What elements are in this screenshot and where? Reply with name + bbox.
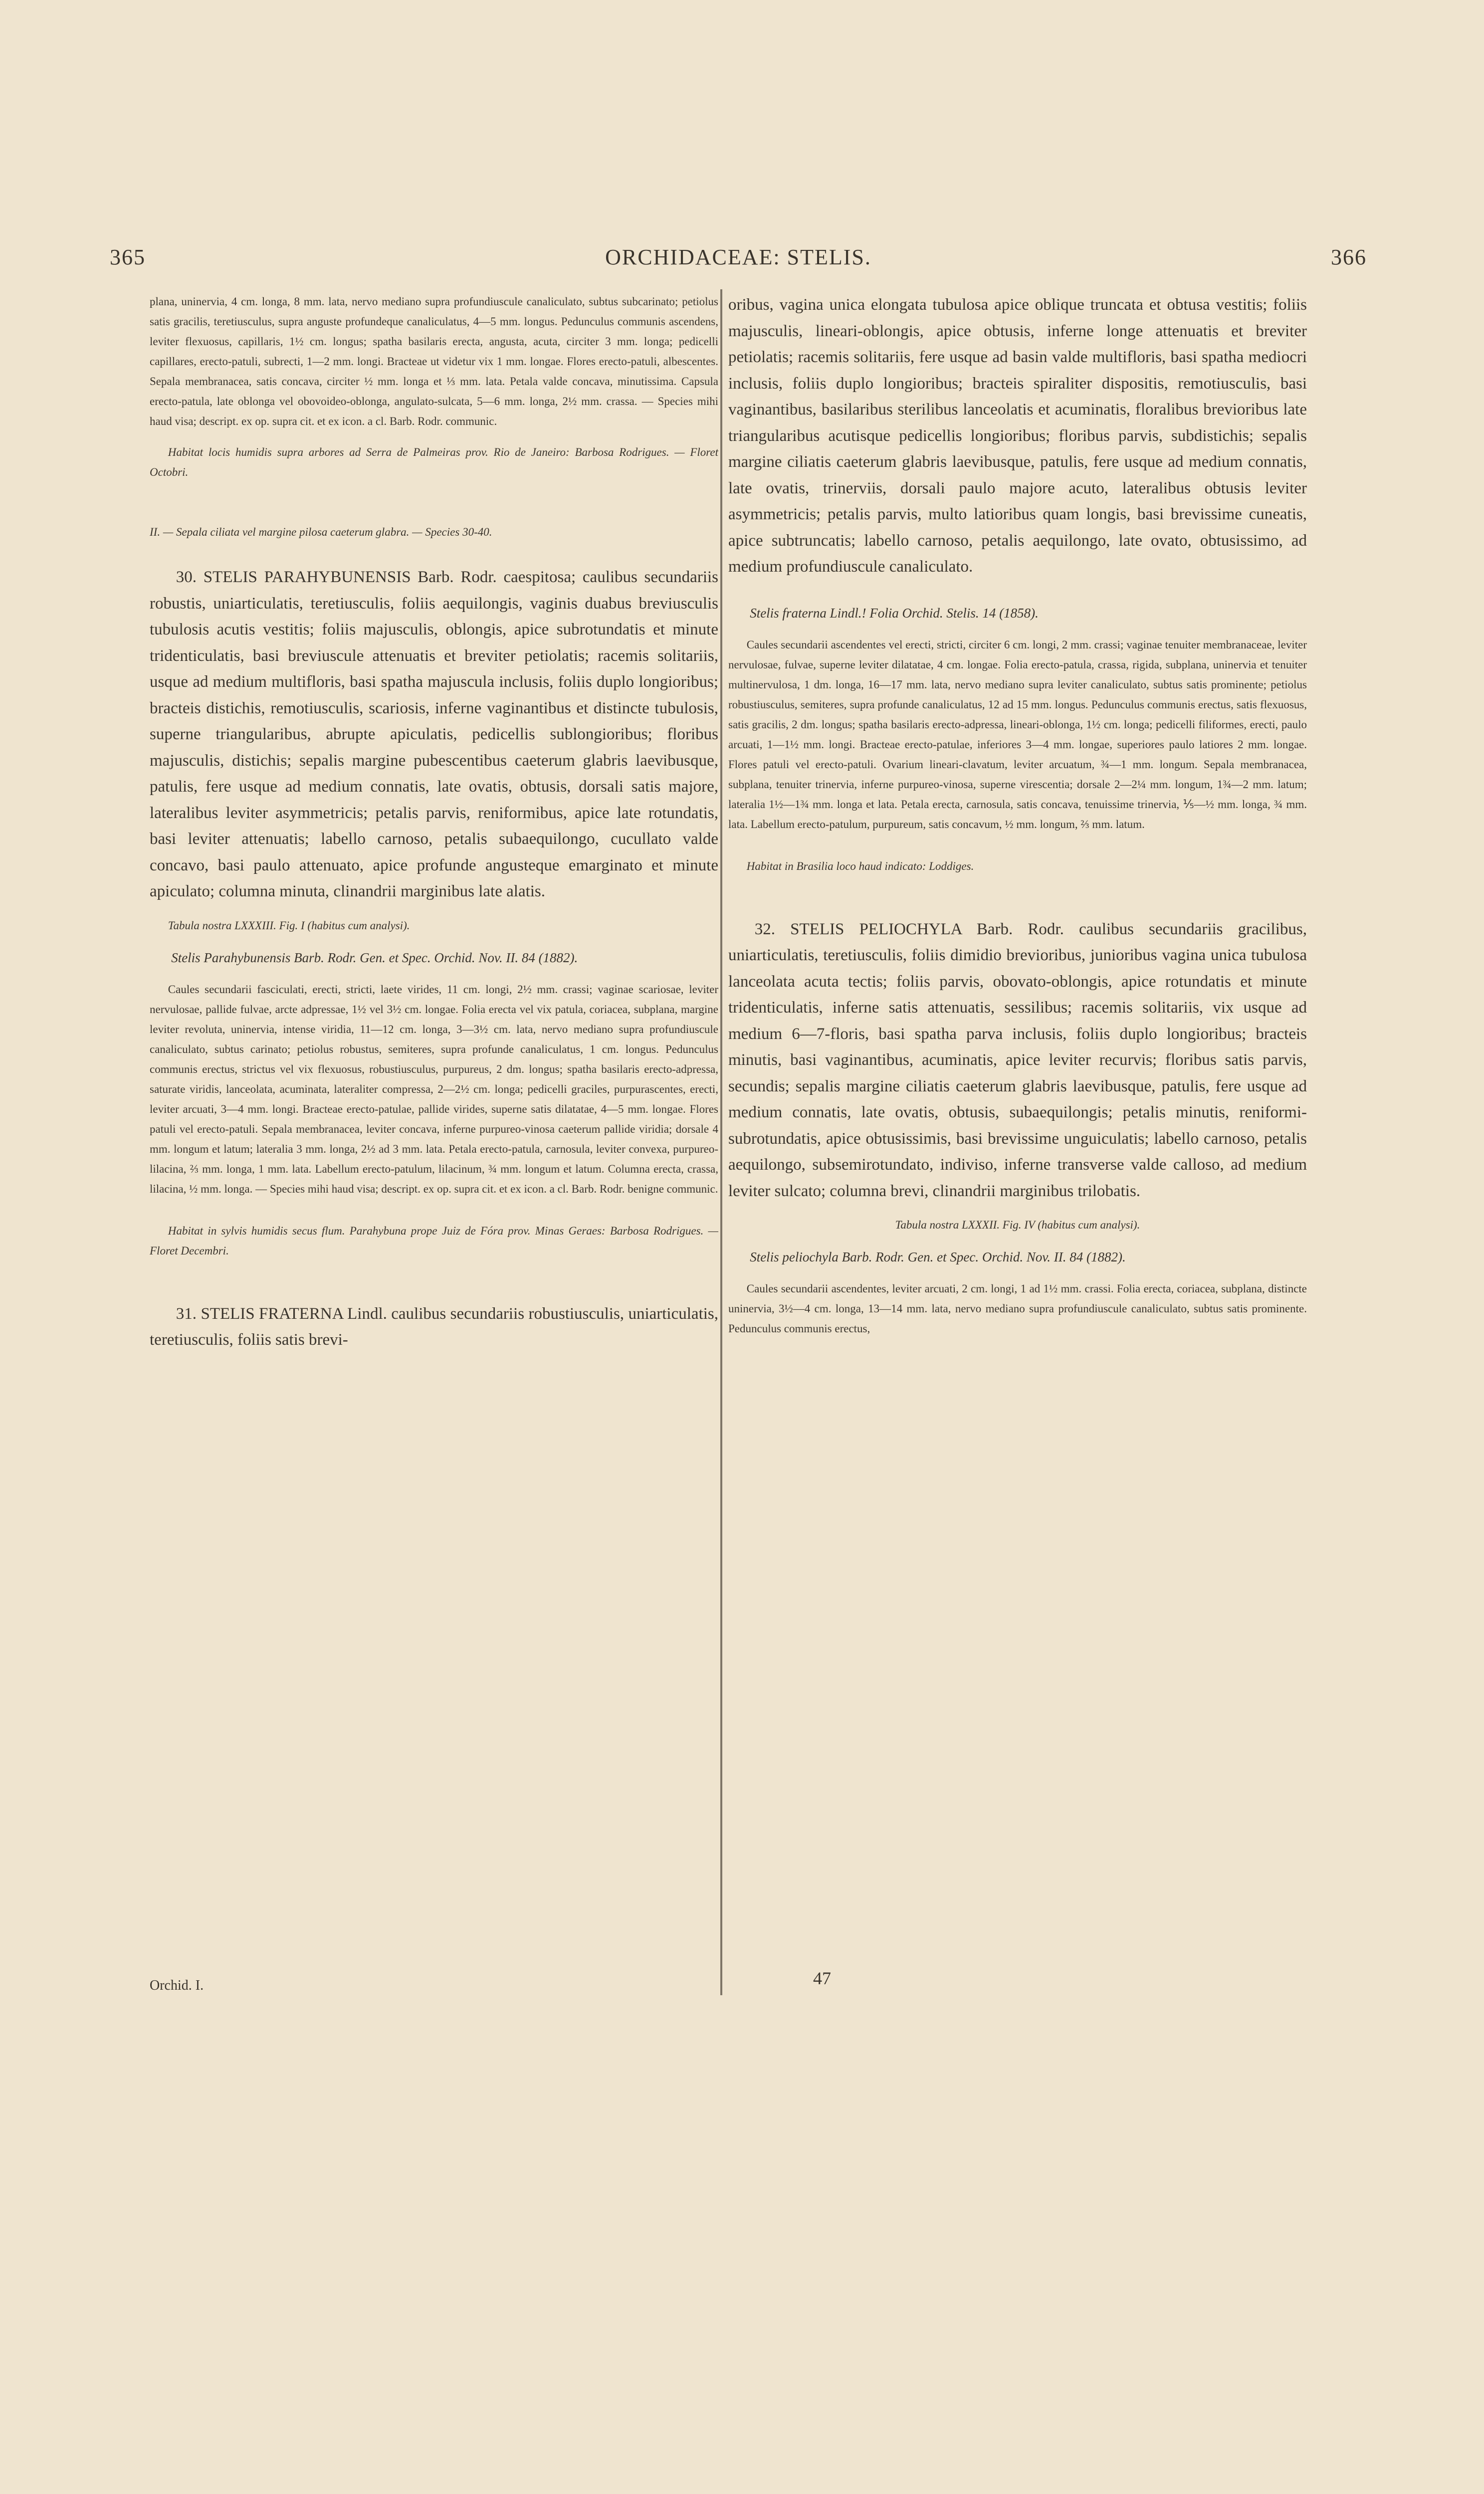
right-column <box>728 292 1307 1339</box>
section-heading-ii: II. — Sepala ciliata vel margine pilosa caeterum glabra. — Species 30-40. <box>150 526 492 538</box>
species-31-habitat: Habitat in Brasilia loco haud indicato: Loddiges. <box>746 859 974 872</box>
page-header <box>110 244 1367 279</box>
left-page-number: 365 <box>110 245 146 269</box>
species-30-plate-reference: Tabula nostra LXXXIII. Fig. I (habitus cum analysi). <box>168 919 410 932</box>
column-divider <box>720 289 722 1995</box>
species-30-diagnosis: 30. STELIS PARAHYBUNENSIS Barb. Rodr. caespitosa; caulibus secundariis robustis, uniarticulatis, teretiusculis, foliis aequilongis, vaginis duabus breviusculis tubulosis acutis vestitis; foliis majusculis, oblongis, apice subrotundatis et minute tridenticulatis, basi breviuscule attenuatis et breviter petiolatis; racemis solitariis, usque ad medium multifloris, basi spatha majuscula inclusis, foliis duplo longioribus; bracteis distichis, remotiusculis, scariosis, inferne vaginantibus et distincte tubulosis, superne triangularibus, abrupte apiculatis, pedicellis sublongioribus; floribus majusculis, distichis; sepalis margine pubescentibus caeterum glabris laevibusque, patulis, fere usque ad medium connatis, late ovatis, obtusis, dorsali satis majore, lateralibus leviter asymmetricis; petalis parvis, reniformibus, apice late rotundatis, basi leviter attenuatis; labello carnoso, petalis subaequilongo, cucullato valde concavo, basi paulo attenuato, apice profunde angusteque emarginato et minute apiculato; columna minuta, clinandrii marginibus late alatis. <box>150 568 718 900</box>
species-31-description: Caules secundarii ascendentes vel erecti, stricti, circiter 6 cm. longi, 2 mm. crassi; vaginae tenuiter membranaceae, leviter nervulosae, fulvae, superne leviter dilatatae, 4 cm. longae. Folia erecto-patula, crassa, rigida, subplana, uninervia et tenuiter multinervulosa, 1 dm. longa, 16—17 mm. lata, nervo mediano supra leviter canaliculato, subtus satis prominente; petiolus robustiusculus, semiteres, supra profunde canaliculatus, 12 ad 15 mm. longus. Pedunculus communis erectus, satis flexuosus, satis gracilis, 2 dm. longus; spatha basilaris erecto-adpressa, lineari-oblonga, 1½ cm. longa; pedicelli filiformes, erecti, paulo arcuati, 1—1½ mm. longi. Bracteae erecto-patulae, inferiores 3—4 mm. longae, superiores paulo latiores 2 mm. longae. Flores patuli vel erecto-patuli. Ovarium lineari-clavatum, leviter arcuatum, ¾—1 mm. longum. Sepala membranacea, subplana, tenuiter trinervia, inferne purpureo-vinosa, superne virescentia; dorsale 2—2¼ mm. longum, 1¾—2 mm. latum; lateralia 1½—1¾ mm. longa et lata. Petala erecta, carnosula, satis concava, tenuissime trinervia, ⅕—½ mm. longa, ¾ mm. lata. Labellum erecto-patulum, purpureum, satis concavum, ½ mm. longum, ⅔ mm. latum. <box>728 638 1307 831</box>
species-32-citation: Stelis peliochyla Barb. Rodr. Gen. et Spec. Orchid. Nov. II. 84 (1882). <box>750 1249 1126 1264</box>
left-column <box>150 292 718 1353</box>
species-31-diagnosis-cont: oribus, vagina unica elongata tubulosa apice oblique truncata et obtusa vestitis; foliis majusculis, lineari-oblongis, apice obtusis, inferne longe attenuatis et breviter petiolatis; racemis solitariis, fere usque ad basin valde multifloris, basi spatha mediocri inclusis, foliis duplo longioribus; bracteis spiraliter dispositis, remotiusculis, basi vaginantibus, basilaribus sterilibus lanceolatis et acuminatis, floralibus brevioribus late triangularibus acutisque pedicellis longioribus; floribus parvis, subdistichis; sepalis margine ciliatis caeterum glabris laevibusque, patulis, fere usque ad medium connatis, late ovatis, trinerviis, dorsali paulo majore acuto, lateralibus obtusis leviter asymmetricis; petalis parvis, multo latioribus quam longis, basi brevissime cuneatis, apice subtruncatis; labello carnoso, petalis aequilongo, late ovato, obtusissimo, ad medium profundiuscule canaliculato. <box>728 296 1307 576</box>
signature-mark: Orchid. I. <box>150 1978 204 1993</box>
running-title: ORCHIDACEAE: STELIS. <box>605 245 871 269</box>
species-29-description-cont: plana, uninervia, 4 cm. longa, 8 mm. lata, nervo mediano supra profundiuscule canaliculato, subtus subcarinato; petiolus satis gracilis, teretiusculus, supra anguste profundeque canaliculatus, 4—5 mm. longus. Pedunculus communis ascendens, leviter flexuosus, capillaris, 1½ cm. longus; spatha basilaris erecta, angusta, acuta, circiter 3 mm. longa; pedicelli capillares, erecto-patuli, subrecti, 1—2 mm. longi. Bracteae ut videtur vix 1 mm. longae. Flores erecto-patuli, albescentes. Sepala membranacea, satis concava, circiter ½ mm. longa et ⅓ mm. lata. Petala valde concava, minutissima. Capsula erecto-patula, late oblonga vel obovoideo-oblonga, angulato-sulcata, 5—6 mm. longa, 2½ mm. crassa. — Species mihi haud visa; descript. ex op. supra cit. et ex icon. a cl. Barb. Rodr. communic. <box>150 295 718 427</box>
species-32-plate-reference: Tabula nostra LXXXII. Fig. IV (habitus cum analysi). <box>895 1219 1140 1231</box>
species-30-description: Caules secundarii fasciculati, erecti, stricti, laete virides, 11 cm. longi, 2½ mm. crassi; vaginae scariosae, leviter nervulosae, pallide fulvae, arcte adpressae, 1½ vel 3½ cm. longae. Folia erecta vel vix patula, coriacea, subplana, margine leviter revoluta, uninervia, intense viridia, 11—12 cm. longa, 3—3½ cm. lata, nervo mediano supra profundiuscule canaliculato, subtus carinato; petiolus robustus, semiteres, supra profunde canaliculatus, 1 cm. longus. Pedunculus communis erectus, strictus vel vix flexuosus, robustiusculus, purpureus, 2 dm. longus; spatha basilaris erecto-adpressa, saturate viridis, lanceolata, acuminata, lateraliter compressa, 2—2½ cm. longa; pedicelli graciles, purpurascentes, erecti, leviter arcuati, 3—4 mm. longi. Bracteae erecto-patulae, pallide virides, superne satis dilatatae, 4—5 mm. longae. Flores patuli vel erecto-patuli. Sepala membranacea, leviter concava, inferne purpureo-vinosa caeterum pallide viridia; dorsale 4 mm. longum et latum; lateralia 3 mm. longa, 2½ ad 3 mm. lata. Petala erecto-patula, carnosula, leviter convexa, purpureo-lilacina, ⅔ mm. longa, 1 mm. lata. Labellum erecto-patulum, lilacinum, ¾ mm. longum et latum. Columna erecta, crassa, lilacina, ½ mm. longa. — Species mihi haud visa; descript. ex op. supra cit. et ex icon. a cl. Barb. Rodr. benigne communic. <box>150 983 718 1195</box>
species-31-diagnosis-start: 31. STELIS FRATERNA Lindl. caulibus secundariis robustiusculis, uniarticulatis, teretiusculis, foliis satis brevi- <box>150 1304 718 1349</box>
species-32-diagnosis: 32. STELIS PELIOCHYLA Barb. Rodr. caulibus secundariis gracilibus, uniarticulatis, teretiusculis, foliis dimidio brevioribus, junioribus vagina unica tubulosa lanceolata acuta tectis; foliis parvis, obovato-oblongis, apice rotundatis et minute tridenticulatis, inferne satis attenuatis, sessilibus; racemis solitariis, vix usque ad medium 6—7-floris, basi spatha parva inclusis, foliis duplo longioribus; bracteis minutis, basi vaginantibus, acuminatis, apice leviter recurvis; floribus satis parvis, secundis; sepalis margine ciliatis caeterum glabris laevibusque, patulis, fere usque ad medium connatis, late ovatis, obtusis, subaequilongis; petalis minutis, reniformi-subrotundatis, apice obtusissimis, basi brevissime unguiculatis; labello carnoso, petalis aequilongo, subsemirotundato, indiviso, inferne transverse valde calloso, ad medium leviter sulcato; columna brevi, clinandrii marginibus trilobatis. <box>728 920 1307 1200</box>
species-31-citation: Stelis fraterna Lindl.! Folia Orchid. Stelis. 14 (1858). <box>750 605 1039 621</box>
sheet-number: 47 <box>813 1968 831 1988</box>
right-page-number: 366 <box>1331 245 1367 269</box>
species-30-citation: Stelis Parahybunensis Barb. Rodr. Gen. et Spec. Orchid. Nov. II. 84 (1882). <box>171 950 578 965</box>
species-29-habitat: Habitat locis humidis supra arbores ad Serra de Palmeiras prov. Rio de Janeiro: Barbosa Rodrigues. — Floret Octobri. <box>150 446 718 478</box>
species-32-description-start: Caules secundarii ascendentes, leviter arcuati, 2 cm. longi, 1 ad 1½ mm. crassi. Folia erecta, coriacea, subplana, distincte uninervia, 3½—4 cm. longa, 13—14 mm. lata, nervo mediano supra profundiuscule canaliculato, subtus satis prominente. Pedunculus communis erectus, <box>728 1282 1307 1335</box>
species-30-habitat: Habitat in sylvis humidis secus flum. Parahybuna prope Juiz de Fóra prov. Minas Geraes: Barbosa Rodrigues. — Floret Decembri. <box>150 1224 718 1257</box>
